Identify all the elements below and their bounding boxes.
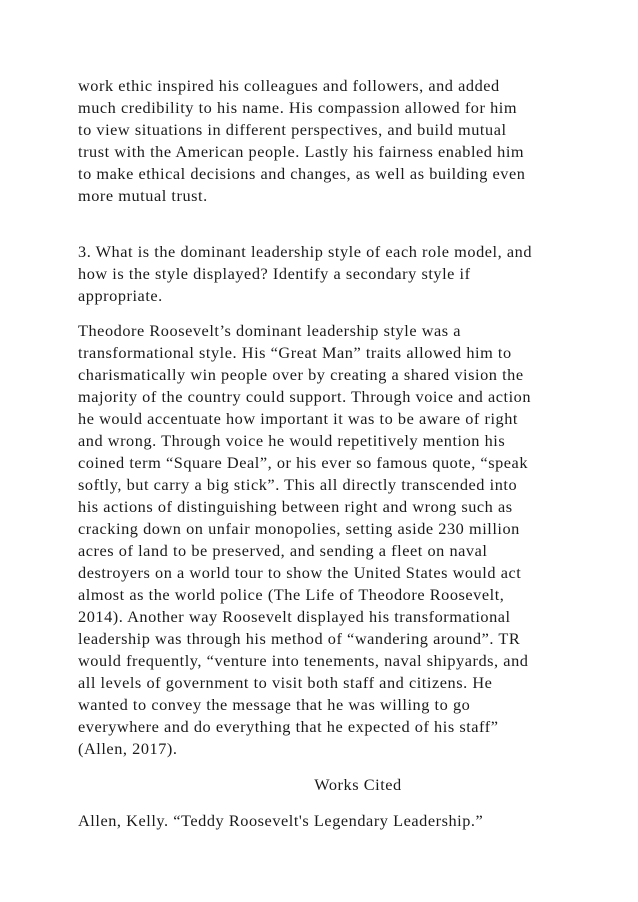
paragraph-line: wanted to convey the message that he was willing to go — [78, 695, 471, 714]
paragraph-line: work ethic inspired his colleagues and followers, and added — [78, 76, 500, 95]
paragraph-line: and wrong. Through voice he would repetitively mention his — [78, 431, 506, 450]
paragraph-line: everywhere and do everything that he expected of his staff” — [78, 717, 499, 736]
question-line: appropriate. — [78, 286, 163, 305]
paragraph-line: almost as the world police (The Life of Theodore Roosevelt, — [78, 585, 505, 604]
paragraph-line: trust with the American people. Lastly his fairness enabled him — [78, 142, 525, 161]
paragraph-line: to view situations in different perspectives, and build mutual — [78, 120, 507, 139]
paragraph-line: would frequently, “venture into tenements, naval shipyards, and — [78, 651, 529, 670]
paragraph-line: to make ethical decisions and changes, as well as building even — [78, 164, 526, 183]
paragraph-line: cracking down on unfair monopolies, setting aside 230 million — [78, 519, 520, 538]
paragraph-line: all levels of government to visit both staff and citizens. He — [78, 673, 493, 692]
citation-line: Allen, Kelly. “Teddy Roosevelt's Legendary Leadership.” — [78, 811, 484, 830]
paragraph-line: Theodore Roosevelt’s dominant leadership style was a — [78, 321, 462, 340]
paragraph-line: more mutual trust. — [78, 186, 208, 205]
paragraph-line: 2014). Another way Roosevelt displayed his transformational — [78, 607, 511, 626]
question-line: how is the style displayed? Identify a secondary style if — [78, 264, 471, 283]
paragraph-line: softly, but carry a big stick”. This all directly transcended into — [78, 475, 518, 494]
paragraph-line: leadership was through his method of “wandering around”. TR — [78, 629, 521, 648]
paragraph-line: much credibility to his name. His compassion allowed for him — [78, 98, 518, 117]
paragraph-line: majority of the country could support. Through voice and action — [78, 387, 532, 406]
paragraph-line: transformational style. His “Great Man” traits allowed him to — [78, 343, 512, 362]
paragraph-line: his actions of distinguishing between right and wrong such as — [78, 497, 513, 516]
works-cited-heading: Works Cited — [314, 775, 402, 794]
paragraph-line: charismatically win people over by creating a shared vision the — [78, 365, 524, 384]
paragraph-line: destroyers on a world tour to show the United States would act — [78, 563, 522, 582]
question-line: 3. What is the dominant leadership style of each role model, and — [78, 242, 533, 261]
paragraph-line: (Allen, 2017). — [78, 739, 178, 758]
paragraph-line: acres of land to be preserved, and sending a fleet on naval — [78, 541, 488, 560]
paragraph-line: he would accentuate how important it was to be aware of right — [78, 409, 518, 428]
paragraph-line: coined term “Square Deal”, or his ever so famous quote, “speak — [78, 453, 529, 472]
